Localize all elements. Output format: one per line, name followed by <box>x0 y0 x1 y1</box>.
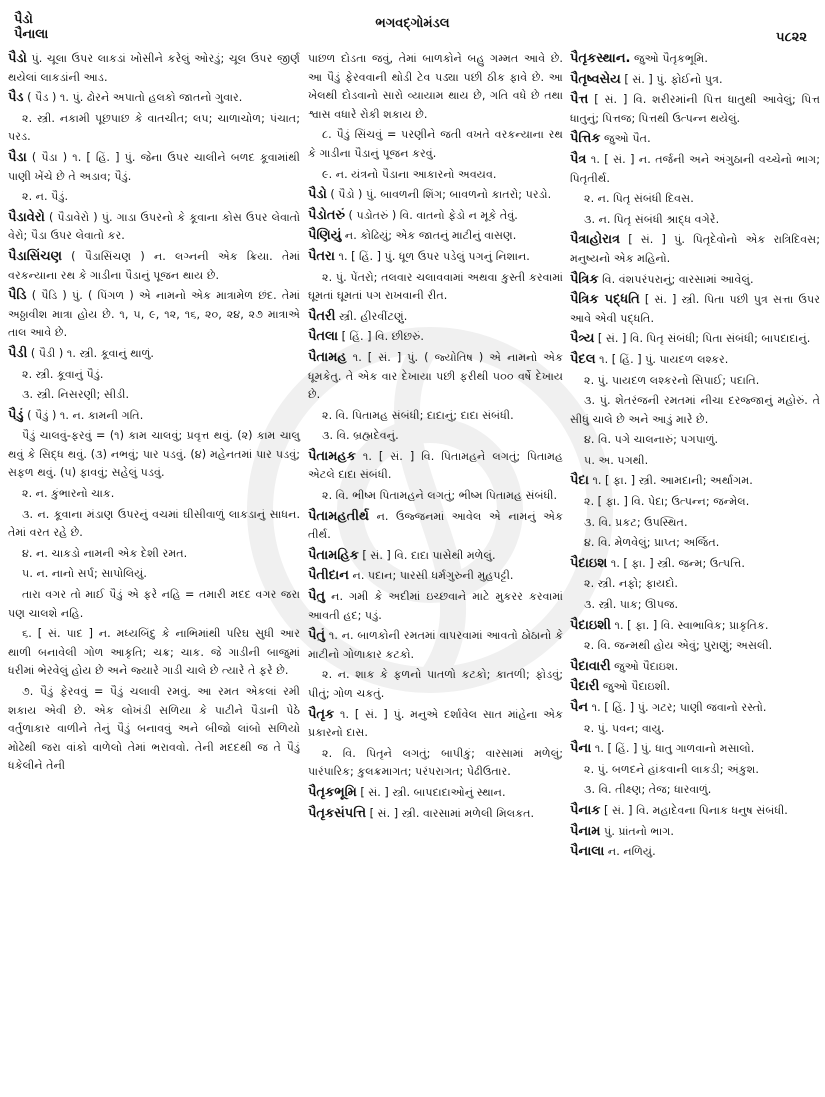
dictionary-entry <box>570 678 820 697</box>
dictionary-entry <box>570 472 820 491</box>
definition-text: ૮. પૈડું સિંચવું = પરણીને જતી વખતે વરકન્યાના રથ કે ગાડીના પૈડાનું પૂજન કરવું. <box>308 128 563 160</box>
definition-text: ૨. પું. પાયદળ લશ્કરનો સિપાઈ; પદાતિ. <box>584 373 760 387</box>
definition-text: ૯. ન. યંત્રનો પૈડાના આકારનો અવયવ. <box>322 167 497 181</box>
definition-text: ૧. [ ફા. ] સ્ત્રી. આમદાની; અર્થાગમ. <box>588 474 753 488</box>
headword: પૈતામહિક <box>308 547 359 563</box>
entry-sense <box>308 126 563 163</box>
definition-text: ૪. વિ. મેળવેલું; પ્રાપ્ત; અર્જિત. <box>584 536 720 550</box>
dictionary-entry <box>570 617 820 636</box>
definition-text: ૩. વિ. પ્રકટ; ઉપસ્થિત. <box>584 515 688 529</box>
headword: પૈણિયું <box>308 228 342 244</box>
dictionary-entry <box>8 50 300 87</box>
entry-sense <box>570 452 820 471</box>
headword: પૈન <box>570 700 589 715</box>
definition-text: ૨. ન. શાક કે ફળનો પાતળો કટકો; કાતળી; ફોડવું; પીતું; ગોળ ચકતું. <box>308 668 563 700</box>
entry-sense <box>570 781 820 800</box>
definition-text: જુઓ પૈતૃકભૂમિ. <box>630 52 708 65</box>
entry-sense <box>570 431 820 450</box>
entry-sense <box>570 637 820 656</box>
entry-sense <box>308 427 563 446</box>
definition-text: ૪. ન. ચાકડો નામની એક દેશી રમત. <box>22 546 188 560</box>
entry-sense <box>308 666 563 703</box>
dictionary-entry <box>570 231 820 268</box>
definition-text: [ સં. ] સ્ત્રી. પિતા પછી પુત્ર સત્તા ઉપર આવે એવી પદ્ધતિ. <box>570 293 820 325</box>
headword: પૈનામ <box>570 823 601 839</box>
entry-sense <box>570 761 820 780</box>
definition-text: ૨. વિ. પિતામહ સંબંધી; દાદાનું; દાદા સંબંધી. <box>322 408 514 422</box>
dictionary-entry <box>570 291 820 328</box>
definition-text: પું. પ્રાંતનો ભાગ. <box>600 824 674 838</box>
headword: પૈતૃકસંપત્તિ <box>308 805 367 821</box>
definition-text: [ સં. ] વિ. પિતૃ સંબંધી; પિતા સંબંધી; બાપદાદાનું. <box>594 332 811 346</box>
definition-text: જુઓ પૈદાઇશી. <box>599 680 671 694</box>
definition-text: ૧. [ ફા. ] સ્ત્રી. જન્મ; ઉત્પત્તિ. <box>607 556 745 570</box>
entry-sense <box>8 506 300 543</box>
entry-sense <box>570 514 820 533</box>
definition-text: ૧. [ હિં. ] પું. ધૂળ ઉપર પડેલું પગનું નિશાન. <box>334 249 530 263</box>
dictionary-entry <box>308 248 563 267</box>
entry-sense <box>570 534 820 553</box>
definition-text: ૩. સ્ત્રી. નિસરણી; સીડી. <box>22 388 130 402</box>
definition-text: ન. ગમી કે અદીમાં ઇચ્છવાને માટે મુકરર કરવામાં આવતી હદ; પડું. <box>308 590 563 622</box>
headword: પૈડાવેરો <box>8 209 45 225</box>
headword: પૈડા <box>8 149 27 165</box>
entry-sense <box>8 545 300 564</box>
headword: પૈનાક <box>570 802 601 818</box>
definition-text: ૧. [ હિં. ] પું. ગટર; પાણી જવાનો રસ્તો. <box>588 701 767 714</box>
dictionary-entry <box>308 547 563 566</box>
headword: પૈતુ <box>308 589 326 605</box>
dictionary-entry <box>308 328 563 347</box>
headword: પૈતામહ <box>308 349 347 365</box>
dictionary-entry <box>8 287 300 343</box>
definition-text: [ સં. ] સ્ત્રી. વારસામાં મળેલી મિલકત. <box>366 806 535 820</box>
entry-sense <box>308 745 563 782</box>
definition-text: ન. ઉજ્જનમાં આવેલ એ નામનું એક તીર્થ. <box>308 509 563 542</box>
definition-text: પું. ચૂલા ઉપર લાકડાં ખોસીને કરેલું ઓરડું; ચૂલ ઉપર જીર્ણ થયેલાં લાકડાંની આડ. <box>8 52 300 84</box>
definition-text: [ સં. ] પું. પિતૃદેવોનો એક રાત્રિદિવસ; મનુષ્યનો એક મહિનો. <box>570 233 820 265</box>
headword: પૈડો <box>308 187 327 203</box>
definition-text: ( પૈડાવેરો ) પું. ગાડા ઉપરનો કે કૂવાના કોસ ઉપર લેવાતો વેરો; પૈડા ઉપર લેવાતો કર. <box>8 210 300 243</box>
headword: પૈતામહક <box>308 448 356 464</box>
headword: પૈદાવારી <box>570 658 611 674</box>
dictionary-entry <box>308 508 563 545</box>
entry-sense <box>8 625 300 681</box>
headword: પૈતલા <box>308 329 339 345</box>
entry-sense <box>570 575 820 594</box>
headword: પૈદાઇશ <box>570 555 608 571</box>
definition-text: તારા વગર તો માઈ પૈડું એ ફરે નહિ = તમારી મદદ વગર જરા પણ ચાલશે નહિ. <box>8 588 300 620</box>
headword: પૈતૃકસ્થાન. <box>570 51 631 66</box>
first-guide-word: પૈડો <box>14 12 33 27</box>
dictionary-entry <box>8 149 300 186</box>
definition-text: ૨. સ્ત્રી. નકામી પૂછપાછ કે વાતચીત; લપ; ચાળાચોળ; પંચાત; પરડ. <box>8 111 300 144</box>
definition-text: ૫. ન. નાનો સર્પ; સાપોલિયું. <box>22 567 147 581</box>
dictionary-entry <box>570 91 820 128</box>
dictionary-entry <box>570 351 820 370</box>
headword: પૈડો <box>8 51 27 66</box>
dictionary-entry <box>308 349 563 405</box>
definition-text: ૩. વિ. બ્રહ્મદેવનું. <box>322 429 399 443</box>
definition-text: ૪. વિ. પગે ચાલનારું; પગપાળું. <box>584 433 719 447</box>
entry-sense <box>308 487 563 506</box>
definition-text: ૩. ન. કૂવાના મંડાણ ઉપરનું વચમાં ઘીસીવાળું લાકડાનું સાધન. તેમાં વરત રહે છે. <box>8 507 300 540</box>
definition-text: [ સં. ] વિ. શરીરમાંની પિત્ત ધાતુથી આવેલું; પિત્ત ધાતુનું; પિત્તજ; પિત્તથી ઉત્પન્ન થયેલું. <box>570 93 820 125</box>
dictionary-entry <box>570 50 820 69</box>
entry-sense <box>308 269 563 306</box>
dictionary-entry <box>308 186 563 205</box>
dictionary-entry <box>308 588 563 625</box>
headword: પૈત્રિક પદ્ધતિ <box>570 292 640 308</box>
definition-text: ૧. ન. બાળકોની રમતમાં વાપરવામાં આવતો ઠોઠાનો કે માટીનો ગોળાકાર કટકો. <box>308 629 563 661</box>
entry-sense <box>570 190 820 209</box>
headword: પૈતું <box>308 628 326 644</box>
definition-text: ૨. પું. બળદને હાંકવાની લાકડી; અંકુશ. <box>584 762 759 776</box>
definition-text: [ હિં. ] વિ. છીછરું. <box>338 330 424 344</box>
dictionary-entry <box>308 627 563 664</box>
definition-text: [ સં. ] વિ. મહાદેવના પિનાક ધનુષ સંબંધી. <box>600 803 788 817</box>
headword: પૈડાસિંચણ <box>8 248 62 264</box>
definition-text: ( પૈડી ) ૧. સ્ત્રી. કૂવાનું થાળું. <box>27 346 154 360</box>
definition-text: ૧. [ સં. ] પું. મનુએ દર્શાવેલ સાત માંહેના એક પ્રકારનો દાસ. <box>308 707 563 740</box>
definition-text: જુઓ પૈદાઇશ. <box>610 659 679 673</box>
dictionary-entry <box>570 555 820 574</box>
book-title: ભગવદ્ગોમંડલ <box>375 16 450 31</box>
entry-sense <box>308 407 563 426</box>
definition-text: ૩. સ્ત્રી. પાક; ઊપજ. <box>584 598 679 612</box>
dictionary-entry <box>308 784 563 803</box>
page-number: ૫૮૨૨ <box>776 30 807 45</box>
definition-text: ( પૈડો ) પું. બાવળની શિંગ; બાવળનો કાતરો; પરડો. <box>326 188 552 202</box>
dictionary-entry <box>570 823 820 842</box>
dictionary-entry <box>308 227 563 246</box>
headword: પૈતૃકભૂમિ <box>308 784 357 800</box>
entry-sense <box>570 211 820 230</box>
dictionary-entry <box>570 151 820 188</box>
headword: પૈડું <box>8 407 24 423</box>
definition-text: ૨. [ ફા. ] વિ. પેદા; ઉત્પન્ન; જન્મેલ. <box>584 495 750 509</box>
definition-text: ૩. ન. પિતૃ સંબંધી શ્રાદ્ધ વગેરે. <box>584 212 720 226</box>
dictionary-entry <box>308 207 563 226</box>
headword: પૈડિ <box>8 288 27 304</box>
headword: પૈદા <box>570 473 589 489</box>
entry-sense <box>8 188 300 207</box>
definition-text: ( પડોતરું ) વિ. વાતનો ફેડો ન મૂકે તેવું. <box>344 208 518 222</box>
headword: પૈડોતરું <box>308 207 345 223</box>
entry-sense <box>8 586 300 623</box>
headword: પૈના <box>570 741 592 757</box>
column-2 <box>308 50 563 825</box>
headword: પૈત્રાહોરાત્ર <box>570 232 621 248</box>
definition-text: ૨. ન. કુંભારનો ચાક. <box>22 487 115 501</box>
definition-text: ૨. વિ. પિતૃને લગતું; બાપીકું; વારસામાં મળેલું; પારંપારિક; કુલક્રમાગત; પરંપરાગત; પેઢીઉતાર. <box>308 746 563 779</box>
entry-sense <box>570 493 820 512</box>
entry-sense <box>8 386 300 405</box>
entry-sense <box>570 372 820 391</box>
definition-text: ૨. ન. પિતૃ સંબંધી દિવસ. <box>584 192 694 206</box>
headword: પૈત્રિક <box>570 271 599 287</box>
headword: પૈદાઇશી <box>570 617 611 633</box>
definition-text: ૨. પું. પેંતરો; તલવાર ચલાવવામાં અથવા કુસ્તી કરવામાં ઘૂમતાં ઘૂમતાં પગ રાખવાની રીત. <box>308 270 563 303</box>
definition-text: ૨. સ્ત્રી. કૂવાનું પૈડું. <box>22 367 104 381</box>
dictionary-entry <box>8 407 300 426</box>
entry-sense <box>308 166 563 185</box>
dictionary-entry <box>570 699 820 718</box>
definition-text: ૬. [ સં. પાદ ] ન. મધ્યબિંદુ કે નાભિમાંથી પરિઘ સુધી આર થાળી બનાવેલી ગોળ આકૃતિ; ચક્ર; ચાક. જે ગાડીની બાજુમાં ધરીમાં ભેરવેલું હોય છે અને જ્યારે ગાડી ચાલે છે ત્યારે તે ફરે છે. <box>8 627 300 678</box>
entry-sense <box>8 110 300 147</box>
column-1 <box>8 50 300 778</box>
definition-text: પાછળ દોડતા જવું, તેમાં બાળકોને બહુ ગમ્મત આવે છે. આ પૈડું ફેરવવાની થોડી ટેવ પડ્યા પછી ઠીક ફાવે છે. આ ખેલથી દોડવાનો સારો વ્યાયામ થાય છે, ગતિ વધે છે તથા શ્વાસ વધારે રોકી શકાય છે. <box>308 52 563 121</box>
headword: પૈતૃષ્વસેય <box>570 71 621 87</box>
entry-sense <box>8 683 300 776</box>
headword: પૈત્ત <box>570 92 589 108</box>
definition-text: ૧. [ હિં. ] પું. ધાતુ ગાળવાનો મસાલો. <box>591 742 755 756</box>
definition-text: ૧. [ હિં. ] પું. પાયદળ લશ્કર. <box>595 352 729 366</box>
dictionary-entry <box>570 658 820 677</box>
definition-text: ૨. ન. પૈડું. <box>22 190 69 204</box>
definition-text: ૭. પૈડું ફેરવવું = પૈડું ચલાવી રમવું. આ રમત એકલાં રમી શકાય એવી છે. એક લોખંડી સળિયા કે પાટીને પૈડાની પેઠે વર્તુળાકાર વાળીને તેનું પૈડું બનાવવું અને બીજો લાંબો સળિયો મોઢેથી જરા વાંકો વાળેલો તેમાં ભરાવવો. તેની મદદથી જ તે પૈડું ધકેલીને તેની <box>8 685 300 773</box>
definition-text: જુઓ પૈત. <box>600 132 651 146</box>
definition-text: ( પૈડ ) ૧. પું. ઢોરને અપાતો હલકો જાતનો ગુવાર. <box>23 91 243 105</box>
dictionary-entry <box>8 345 300 364</box>
definition-text: ૩. પું. શેતરંજની રમતમાં નીચા દરજ્જાનું મહોરું. તે સીધું ચાલે છે અને આડું મારે છે. <box>570 394 820 426</box>
headword: પૈતરી <box>308 308 336 324</box>
entry-sense <box>8 366 300 385</box>
definition-text: ૧. [ સં. ] વિ. પિતામહને લગતું; પિતામહ એટલે દાદા સંબંધી. <box>308 449 563 482</box>
definition-text: ન. કોઢિયું; એક જાતનું માટીનું વાસણ. <box>341 229 517 243</box>
headword: પૈતરા <box>308 248 335 264</box>
definition-text: ( પૈડાસિંચણ ) ન. લગ્નની એક ક્રિયા. તેમાં વરકન્યાના રથ કે ગાડીના પૈડાનું પૂજન થાય છે. <box>8 249 300 282</box>
definition-text: ન. પદાન; પારસી ધર્મગુરુની મુહપટ્ટી. <box>348 569 514 583</box>
definition-text: [ સં. ] પું. ફોઈનો પુત્ર. <box>620 72 723 86</box>
dictionary-entry <box>570 843 820 862</box>
definition-text: ૧. [ સં. ] ન. તર્જની અને અંગુઠાની વચ્ચેનો ભાગ; પિતૃતીર્થ. <box>570 152 820 185</box>
definition-text: [ સં. ] સ્ત્રી. બાપદાદાઓનું સ્થાન. <box>356 785 506 799</box>
dictionary-entry <box>570 271 820 290</box>
column-3 <box>570 50 820 864</box>
definition-text: સ્ત્રી. હીરવીંટણું. <box>335 309 408 323</box>
headword: પૈદલ <box>570 351 596 367</box>
definition-text: ૧. [ ફા. ] વિ. સ્વાભાવિક; પ્રાકૃતિક. <box>611 618 769 632</box>
dictionary-entry <box>308 567 563 586</box>
dictionary-entry <box>308 805 563 824</box>
definition-text: ૨. વિ. ભીષ્મ પિતામહને લગતું; ભીષ્મ પિતામહ સંબંધી. <box>322 489 558 503</box>
headword: પૈત્તિક <box>570 131 601 147</box>
last-guide-word: પૈનાલા <box>14 27 49 42</box>
dictionary-entry <box>570 130 820 149</box>
headword: પૈડી <box>8 345 28 361</box>
entry-sense <box>570 720 820 739</box>
dictionary-entry <box>570 330 820 349</box>
definition-text: ૨. વિ. જન્મથી હોય એવું; પુરાણું; અસલી. <box>584 639 773 653</box>
dictionary-entry <box>308 308 563 327</box>
definition-text: ન. નળિયું. <box>604 845 656 859</box>
definition-text: ૩. વિ. તીક્ષ્ણ; તેજ; ધારવાળું. <box>584 783 712 797</box>
definition-text: પૈડું ચાલવું-ફરવું = (૧) કામ ચાલવું; પ્રવૃત્ત થવું. (૨) કામ ચાલુ થવું કે સિદ્ધ થવું. (૩) નભવું; પાર પડવું. (૪) મહેનતમાં પાર પડવું; સફળ થવું. (૫) ફાવવું; સહેલું પડવું. <box>8 429 300 480</box>
dictionary-entry <box>308 448 563 485</box>
headword: પૈતીદાન <box>308 568 349 584</box>
headword: પૈદારી <box>570 679 600 695</box>
dictionary-entry <box>8 89 300 108</box>
entry-sense <box>570 392 820 429</box>
dictionary-entry <box>570 740 820 759</box>
definition-text: ( પૈડિ ) પું. ( પિંગળ ) એ નામનો એક માત્રામેળ છંદ. તેમાં અઠ્ઠાવીશ માત્રા હોય છે. ૧, ૫, ૯, ૧૨, ૧૬, ૨૦, ૨૪, ૨૭ માત્રાએ તાલ આવે છે. <box>8 289 300 340</box>
entry-sense <box>8 485 300 504</box>
dictionary-entry <box>8 209 300 246</box>
headword: પૈનાલા <box>570 844 605 860</box>
definition-text: ( પૈડું ) ૧. ન. કામની ગતિ. <box>23 408 144 422</box>
definition-text: ( પૈડા ) ૧. [ હિં. ] પું. જેના ઉપર ચાલીને બળદ કૂવામાંથી પાણી ખેંચે છે તે અડાવ; પૈડું. <box>8 150 300 183</box>
definition-text: ૧. [ સં. ] પું. ( જ્યોતિષ ) એ નામનો એક ધૂમકેતુ. તે એક વાર દેખાયા પછી ફરીથી ૫૦૦ વર્ષે દેખાય છે. <box>308 350 563 402</box>
entry-sense <box>308 50 563 124</box>
entry-sense <box>570 596 820 615</box>
definition-text: ૨. સ્ત્રી. નફો; ફાયદો. <box>584 577 678 591</box>
definition-text: ૨. પું. પવન; વાયુ. <box>584 721 665 735</box>
dictionary-entry <box>570 71 820 90</box>
dictionary-entry <box>308 706 563 743</box>
headword: પૈતામહતીર્થ <box>308 508 369 524</box>
definition-text: [ સં. ] વિ. દાદા પાસેથી મળેલું. <box>358 548 496 562</box>
headword: પૈત્ર્ય <box>570 331 595 347</box>
definition-text: વિ. વંશપરંપરાનું; વારસામાં આવેલું. <box>598 272 754 286</box>
dictionary-entry <box>8 248 300 285</box>
definition-text: ૫. અ. પગથી. <box>584 453 649 467</box>
dictionary-entry <box>570 802 820 821</box>
headword: પૈતૃક <box>308 706 335 722</box>
entry-sense <box>8 565 300 584</box>
headword: પૈત્ર <box>570 151 587 167</box>
headword: પૈડ <box>8 90 24 106</box>
entry-sense <box>8 427 300 483</box>
